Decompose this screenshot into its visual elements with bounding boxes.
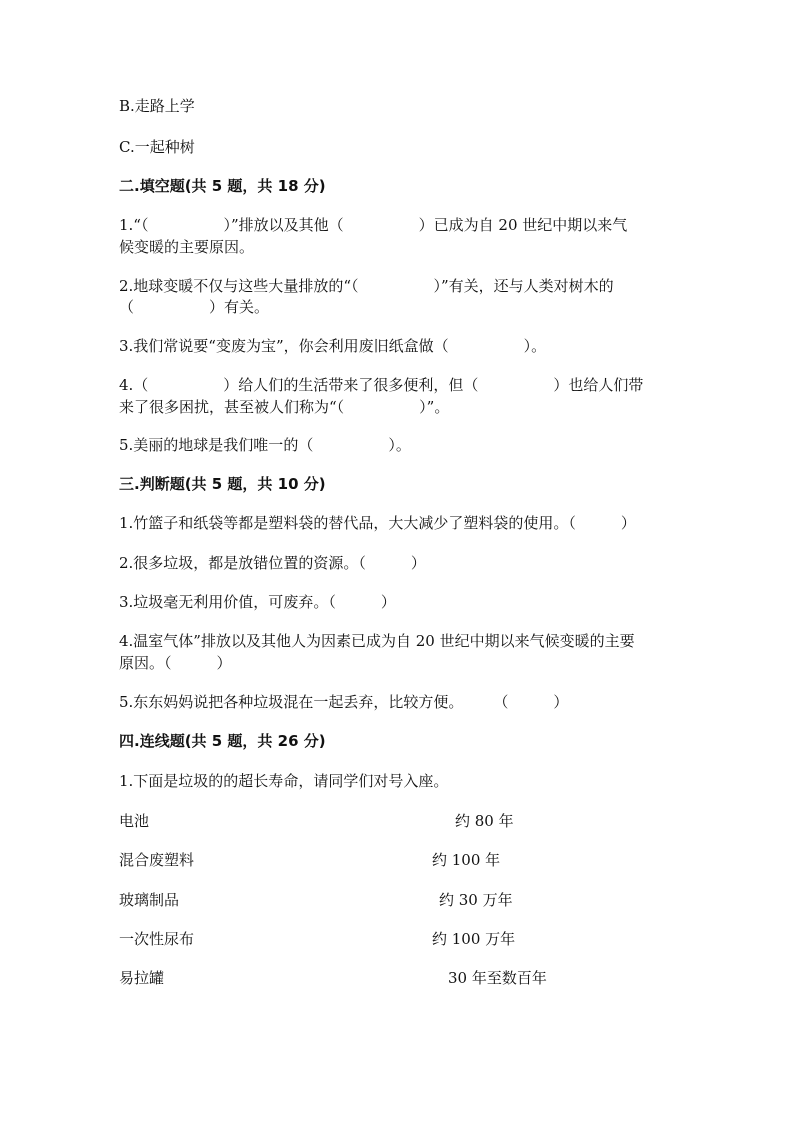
true-false-q2: 2.很多垃圾，都是放错位置的资源。（ ） <box>119 554 426 572</box>
fill-blank-q5: 5.美丽的地球是我们唯一的（ ）。 <box>119 436 411 454</box>
matching-left-item: 玻璃制品 <box>119 891 180 909</box>
true-false-q4-line2: 原因。（ ） <box>119 654 232 672</box>
matching-right-item: 约 30 万年 <box>439 891 513 909</box>
true-false-q1: 1.竹篮子和纸袋等都是塑料袋的替代品，大大减少了塑料袋的使用。（ ） <box>119 514 636 532</box>
matching-left-item: 混合废塑料 <box>119 851 195 869</box>
fill-blank-q1-line1: 1.“（ ）”排放以及其他（ ）已成为自 20 世纪中期以来气 <box>119 216 628 234</box>
fill-blank-q2-line1: 2.地球变暖不仅与这些大量排放的“（ ）”有关，还与人类对树木的 <box>119 277 614 295</box>
true-false-q5: 5.东东妈妈说把各种垃圾混在一起丢弃，比较方便。 （ ） <box>119 693 569 711</box>
fill-blank-q4-line2: 来了很多困扰，甚至被人们称为“（ ）”。 <box>119 398 450 416</box>
matching-left-item: 易拉罐 <box>119 969 165 987</box>
fill-blank-q4-line1: 4.（ ）给人们的生活带来了很多便利，但（ ）也给人们带 <box>119 376 644 394</box>
section-heading-matching: 四.连线题(共 5 题，共 26 分) <box>119 732 326 750</box>
fill-blank-q1-line2: 候变暖的主要原因。 <box>119 238 255 256</box>
section-heading-fill-blank: 二.填空题(共 5 题，共 18 分) <box>119 177 326 195</box>
matching-right-item: 约 100 年 <box>432 851 501 869</box>
option-b: B.走路上学 <box>119 97 195 115</box>
true-false-q3: 3.垃圾毫无利用价值，可废弃。（ ） <box>119 593 396 611</box>
matching-right-item: 约 80 年 <box>455 812 514 830</box>
matching-right-item: 30 年至数百年 <box>448 969 547 987</box>
matching-left-item: 电池 <box>119 812 150 830</box>
fill-blank-q3: 3.我们常说要“变废为宝”，你会利用废旧纸盒做（ ）。 <box>119 337 547 355</box>
matching-left-item: 一次性尿布 <box>119 930 195 948</box>
true-false-q4-line1: 4.温室气体”排放以及其他人为因素已成为自 20 世纪中期以来气候变暖的主要 <box>119 632 635 650</box>
matching-question: 1.下面是垃圾的的超长寿命，请同学们对号入座。 <box>119 772 449 790</box>
option-c: C.一起种树 <box>119 138 195 156</box>
section-heading-true-false: 三.判断题(共 5 题，共 10 分) <box>119 475 326 493</box>
fill-blank-q2-line2: （ ）有关。 <box>119 298 270 316</box>
matching-right-item: 约 100 万年 <box>432 930 516 948</box>
